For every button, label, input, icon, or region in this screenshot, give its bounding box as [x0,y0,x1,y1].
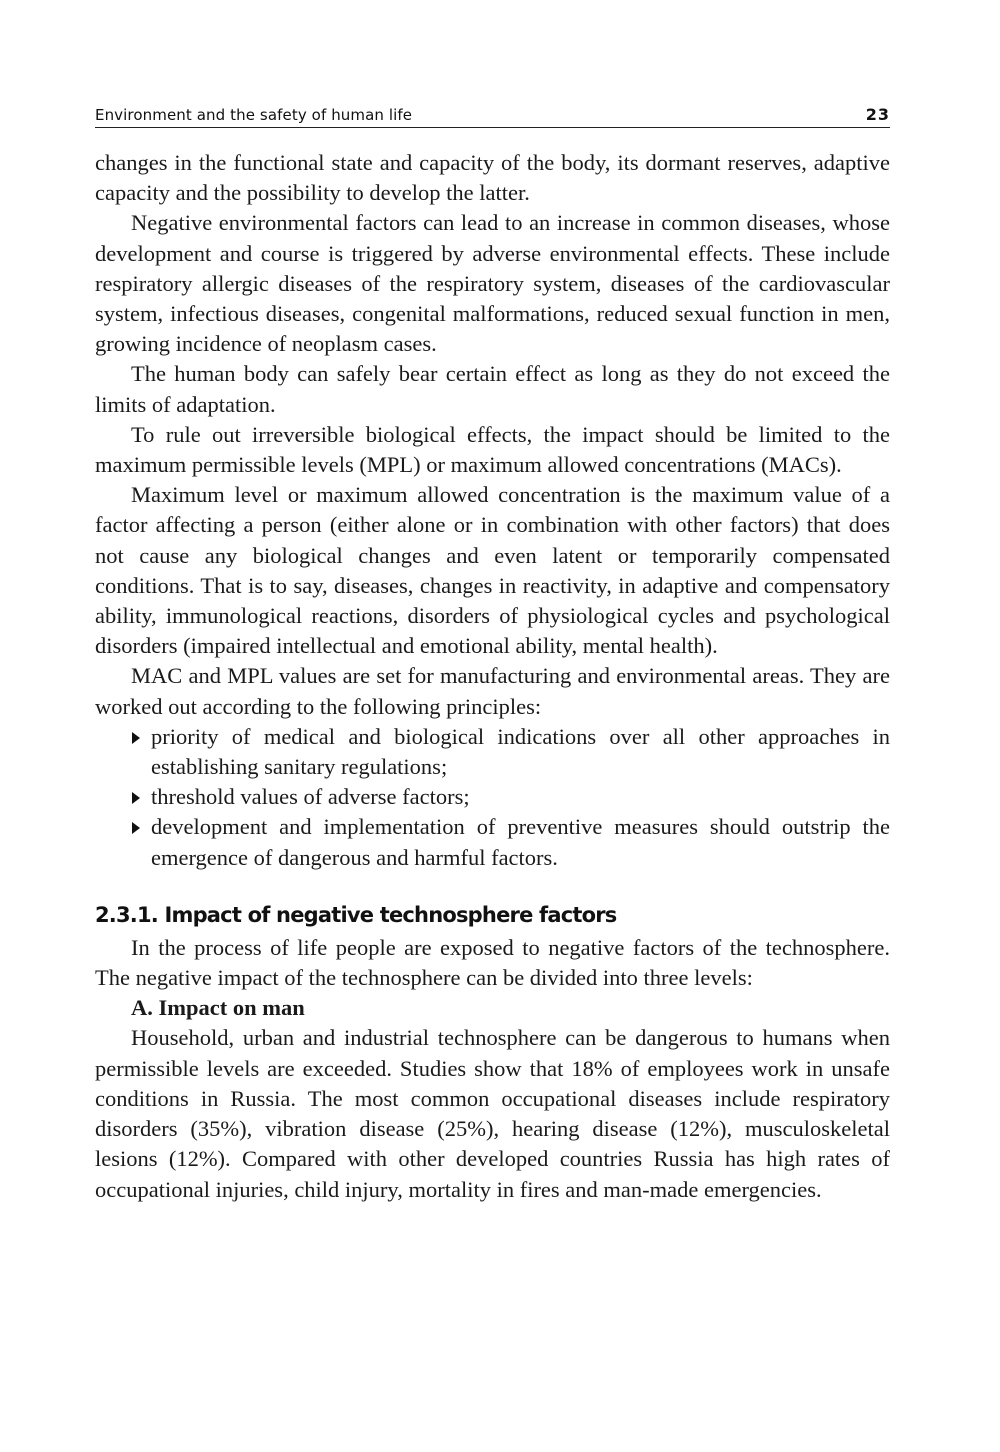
paragraph-section-intro: In the process of life people are exposed to negative factors of the technosphere. The negative impact of the technosphere can be divided into three levels: [95,934,890,991]
running-header [95,105,890,128]
running-header-title: Environment and the safety of human life [95,106,413,124]
paragraph-definition: Maximum level or maximum allowed concentration is the maximum value of a factor affecting a person (either alone or in combination with other factors) that does not cause any biological changes and even latent or temporarily compensated conditions. That is to say, diseases, changes in reactivity, in adaptive and compensatory ability, immunological reactions, disorders of physiological cycles and psychological disorders (impaired intellectual and emotional ability, mental health). [95,482,890,659]
subheading-impact-on-man: A. Impact on man [131,995,305,1021]
list-item [151,812,890,872]
list-item [151,722,890,782]
paragraph-impact-on-man: Household, urban and industrial technosphere can be dangerous to humans when permissible levels are exceeded. Studies show that 18% of employees work in unsafe conditions in Russia. The most common occupational diseases include respiratory disorders (35%), vibration disease (25%), hearing disease (12%), musculoskeletal lesions (12%). Compared with other developed countries Russia has high rates of occupational injuries, child injury, mortality in fires and man-made emergencies. [95,1025,890,1202]
paragraph-mpl-mac: To rule out irreversible biological effects, the impact should be limited to the maximum permissible levels (MPL) or maximum allowed concentrations (MACs). [95,421,890,478]
triangle-bullet-icon [132,822,140,834]
paragraph-negative-factors: Negative environmental factors can lead to an increase in common diseases, whose development and course is triggered by adverse environmental effects. These include respiratory allergic diseases of the respiratory system, diseases of the cardiovascular system, infectious diseases, congenital malformations, reduced sexual function in men, growing incidence of neoplasm cases. [95,210,890,357]
list-item-text: priority of medical and biological indications over all other approaches in establishing sanitary regulations; [151,723,890,780]
triangle-bullet-icon [132,732,140,744]
list-item-text: development and implementation of preventive measures should outstrip the emergence of dangerous and harmful factors. [151,814,890,870]
section-heading: 2.3.1. Impact of negative technosphere factors [95,902,617,927]
page-number: 23 [865,105,890,124]
book-page [95,105,890,1205]
paragraph-continuation: changes in the functional state and capacity of the body, its dormant reserves, adaptive capacity and the possibility to develop the latter. [95,150,890,206]
list-item-text: threshold values of adverse factors; [151,784,470,810]
page-body [95,148,890,1205]
triangle-bullet-icon [132,792,140,804]
principles-list [95,722,890,873]
list-item [151,782,890,812]
paragraph-adaptation: The human body can safely bear certain effect as long as they do not exceed the limits of adaptation. [95,361,890,417]
paragraph-principles-intro: MAC and MPL values are set for manufacturing and environmental areas. They are worked out according to the following principles: [95,663,890,719]
